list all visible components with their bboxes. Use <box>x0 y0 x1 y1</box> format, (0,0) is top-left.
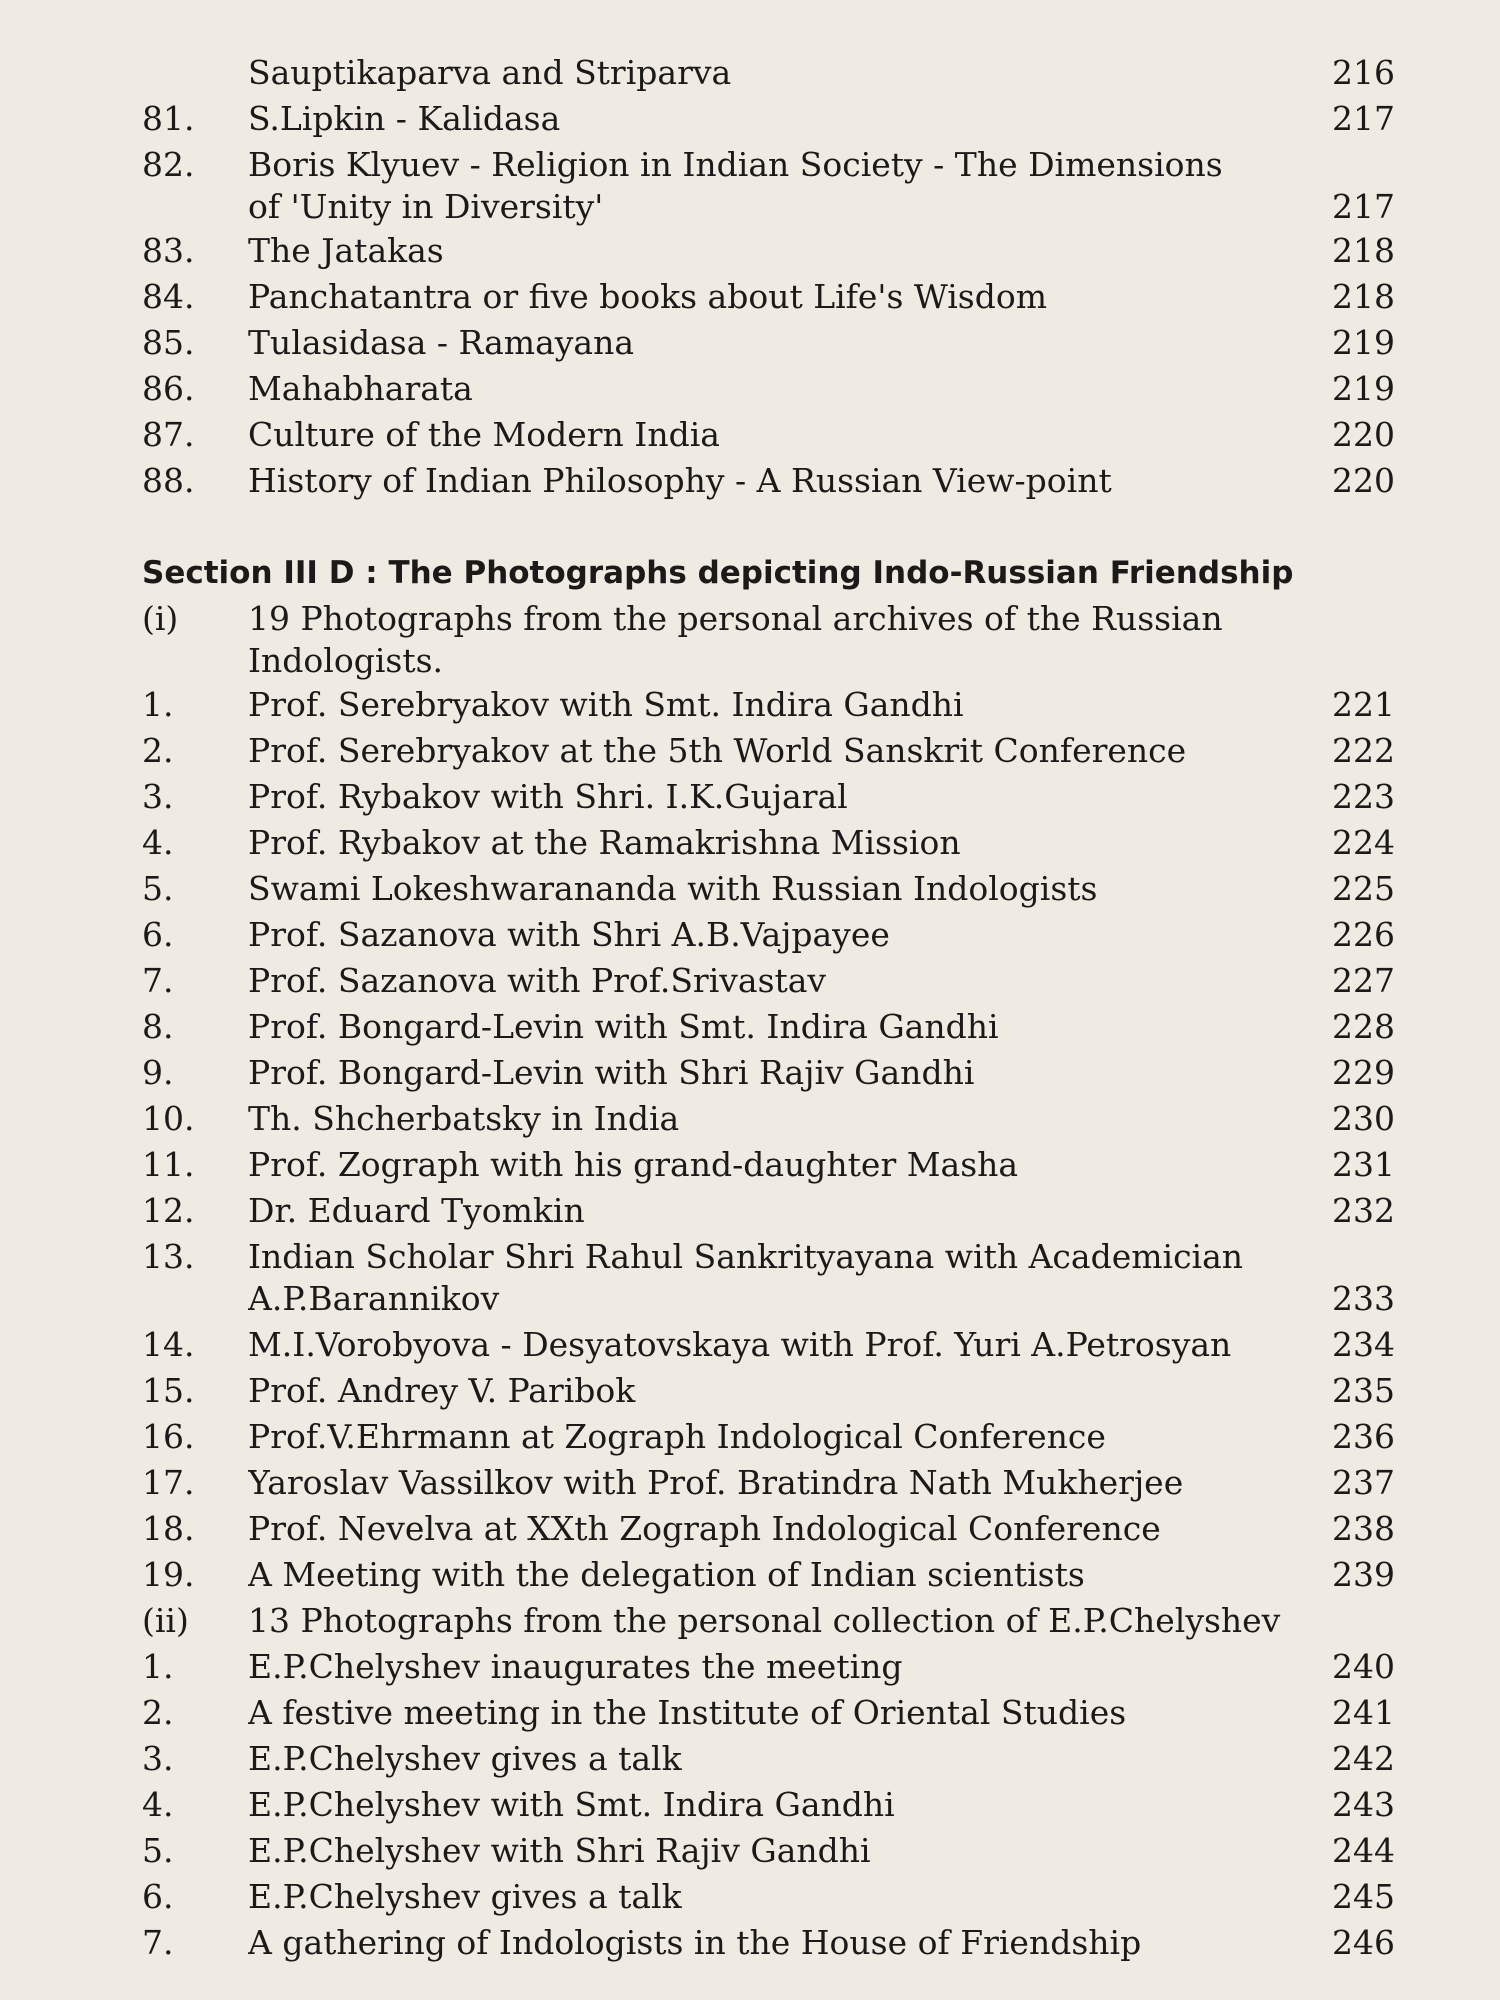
entry-page: 244 <box>1332 1831 1395 1870</box>
entry-number: 10. <box>142 1099 195 1138</box>
entry-number: 8. <box>142 1007 174 1046</box>
entry-title: A.P.Barannikov <box>248 1279 500 1318</box>
group-number: (ii) <box>142 1601 189 1640</box>
entry-page: 238 <box>1332 1509 1395 1548</box>
toc-entry <box>0 866 1500 912</box>
entry-number: 81. <box>142 99 195 138</box>
entry-title: Yaroslav Vassilkov with Prof. Bratindra Nath Mukherjee <box>248 1463 1184 1502</box>
entry-page: 217 <box>1332 99 1395 138</box>
entry-title: M.I.Vorobyova - Desyatovskaya with Prof. Yuri A.Petrosyan <box>248 1325 1232 1364</box>
entry-title: Sauptikaparva and Striparva <box>248 53 732 92</box>
toc-entry <box>0 228 1500 274</box>
entry-page: 227 <box>1332 961 1395 1000</box>
entry-number: 3. <box>142 1739 174 1778</box>
entry-page: 232 <box>1332 1191 1395 1230</box>
entry-number: 12. <box>142 1191 195 1230</box>
toc-entry <box>0 1096 1500 1142</box>
entry-title: Prof. Bongard-Levin with Shri Rajiv Gandhi <box>248 1053 975 1092</box>
toc-entry <box>0 366 1500 412</box>
entry-page: 218 <box>1332 231 1395 270</box>
entry-number: 82. <box>142 145 195 184</box>
toc-entry <box>0 820 1500 866</box>
section-heading-row <box>0 550 1500 596</box>
entry-number: 15. <box>142 1371 195 1410</box>
entry-number: 17. <box>142 1463 195 1502</box>
entry-page: 231 <box>1332 1145 1395 1184</box>
entry-page: 225 <box>1332 869 1395 908</box>
entry-title: E.P.Chelyshev gives a talk <box>248 1739 682 1778</box>
entry-page: 226 <box>1332 915 1395 954</box>
entry-title: Boris Klyuev - Religion in Indian Society - The Dimensions <box>248 145 1223 184</box>
entry-page: 223 <box>1332 777 1395 816</box>
group-heading-continued <box>0 638 1500 684</box>
entry-title: E.P.Chelyshev with Shri Rajiv Gandhi <box>248 1831 871 1870</box>
toc-entry <box>0 320 1500 366</box>
entry-number: 6. <box>142 1877 174 1916</box>
entry-number: 4. <box>142 1785 174 1824</box>
entry-number: 11. <box>142 1145 195 1184</box>
entry-number: 5. <box>142 869 174 908</box>
entry-title: Culture of the Modern India <box>248 415 720 454</box>
entry-page: 220 <box>1332 415 1395 454</box>
entry-number: 16. <box>142 1417 195 1456</box>
group-title-line1: 19 Photographs from the personal archives of the Russian <box>248 599 1223 638</box>
entry-page: 239 <box>1332 1555 1395 1594</box>
entry-title: Prof. Sazanova with Prof.Srivastav <box>248 961 827 1000</box>
entry-page: 229 <box>1332 1053 1395 1092</box>
entry-page: 218 <box>1332 277 1395 316</box>
entry-title: Prof. Zograph with his grand-daughter Masha <box>248 1145 1019 1184</box>
entry-title: A gathering of Indologists in the House of Friendship <box>248 1923 1142 1962</box>
entry-number: 85. <box>142 323 195 362</box>
entry-number: 88. <box>142 461 195 500</box>
toc-entry <box>0 958 1500 1004</box>
toc-entry <box>0 1234 1500 1280</box>
entry-number: 9. <box>142 1053 174 1092</box>
entry-page: 221 <box>1332 685 1395 724</box>
group-heading <box>0 1598 1500 1644</box>
toc-entry <box>0 1644 1500 1690</box>
toc-entry <box>0 1004 1500 1050</box>
entry-title: Prof. Sazanova with Shri A.B.Vajpayee <box>248 915 890 954</box>
toc-entry <box>0 1552 1500 1598</box>
entry-title: Mahabharata <box>248 369 473 408</box>
entry-title: Prof. Andrey V. Paribok <box>248 1371 636 1410</box>
entry-page: 237 <box>1332 1463 1395 1502</box>
entry-title: A festive meeting in the Institute of Oriental Studies <box>248 1693 1127 1732</box>
toc-entry <box>0 1920 1500 1966</box>
entry-title: The Jatakas <box>248 231 444 270</box>
entry-number: 1. <box>142 1647 174 1686</box>
toc-entry <box>0 1690 1500 1736</box>
entry-page: 219 <box>1332 323 1395 362</box>
toc-entry <box>0 50 1500 96</box>
entry-number: 14. <box>142 1325 195 1364</box>
toc-entry <box>0 1782 1500 1828</box>
toc-entry <box>0 1368 1500 1414</box>
entry-title: Prof. Rybakov with Shri. I.K.Gujaral <box>248 777 848 816</box>
toc-entry <box>0 1460 1500 1506</box>
toc-entry <box>0 682 1500 728</box>
entry-page: 236 <box>1332 1417 1395 1456</box>
entry-title: E.P.Chelyshev inaugurates the meeting <box>248 1647 903 1686</box>
entry-title: Prof. Serebryakov at the 5th World Sanskrit Conference <box>248 731 1187 770</box>
entry-page: 242 <box>1332 1739 1395 1778</box>
toc-entry <box>0 1276 1500 1322</box>
entry-page: 220 <box>1332 461 1395 500</box>
toc-entry <box>0 912 1500 958</box>
entry-number: 7. <box>142 1923 174 1962</box>
toc-entry <box>0 274 1500 320</box>
entry-title: S.Lipkin - Kalidasa <box>248 99 561 138</box>
entry-page: 219 <box>1332 369 1395 408</box>
entry-title: Indian Scholar Shri Rahul Sankrityayana with Academician <box>248 1237 1244 1276</box>
entry-page: 230 <box>1332 1099 1395 1138</box>
toc-entry <box>0 774 1500 820</box>
toc-entry <box>0 1188 1500 1234</box>
entry-number: 2. <box>142 1693 174 1732</box>
entry-title: Prof. Nevelva at XXth Zograph Indological Conference <box>248 1509 1161 1548</box>
entry-page: 222 <box>1332 731 1395 770</box>
entry-title: Prof. Bongard-Levin with Smt. Indira Gandhi <box>248 1007 999 1046</box>
entry-number: 86. <box>142 369 195 408</box>
toc-entry <box>0 1322 1500 1368</box>
entry-page: 234 <box>1332 1325 1395 1364</box>
toc-entry <box>0 412 1500 458</box>
section-heading: Section III D : The Photographs depicting Indo-Russian Friendship <box>142 555 1294 591</box>
entry-title: E.P.Chelyshev with Smt. Indira Gandhi <box>248 1785 895 1824</box>
toc-entry <box>0 1142 1500 1188</box>
toc-entry <box>0 458 1500 504</box>
entry-page: 233 <box>1332 1279 1395 1318</box>
entry-title: Prof.V.Ehrmann at Zograph Indological Conference <box>248 1417 1106 1456</box>
entry-title: Dr. Eduard Tyomkin <box>248 1191 585 1230</box>
entry-number: 84. <box>142 277 195 316</box>
entry-number: 7. <box>142 961 174 1000</box>
group-heading <box>0 596 1500 642</box>
entry-page: 216 <box>1332 53 1395 92</box>
entry-number: 19. <box>142 1555 195 1594</box>
entry-page: 224 <box>1332 823 1395 862</box>
entry-title: E.P.Chelyshev gives a talk <box>248 1877 682 1916</box>
group-title: 13 Photographs from the personal collection of E.P.Chelyshev <box>248 1601 1281 1640</box>
entry-number: 18. <box>142 1509 195 1548</box>
entry-title: Prof. Serebryakov with Smt. Indira Gandhi <box>248 685 964 724</box>
group-title-line2: Indologists. <box>248 641 444 680</box>
entry-page: 245 <box>1332 1877 1395 1916</box>
entry-page: 243 <box>1332 1785 1395 1824</box>
entry-page: 246 <box>1332 1923 1395 1962</box>
toc-entry <box>0 96 1500 142</box>
entry-page: 235 <box>1332 1371 1395 1410</box>
entry-page: 240 <box>1332 1647 1395 1686</box>
entry-number: 6. <box>142 915 174 954</box>
entry-number: 2. <box>142 731 174 770</box>
entry-number: 83. <box>142 231 195 270</box>
toc-entry <box>0 142 1500 188</box>
toc-entry <box>0 1736 1500 1782</box>
entry-number: 87. <box>142 415 195 454</box>
entry-title: of 'Unity in Diversity' <box>248 187 604 226</box>
group-number: (i) <box>142 599 179 638</box>
entry-title: Panchatantra or five books about Life's Wisdom <box>248 277 1048 316</box>
entry-title: Tulasidasa - Ramayana <box>248 323 635 362</box>
entry-page: 217 <box>1332 187 1395 226</box>
entry-number: 3. <box>142 777 174 816</box>
toc-entry <box>0 728 1500 774</box>
entry-title: Prof. Rybakov at the Ramakrishna Mission <box>248 823 961 862</box>
entry-title: A Meeting with the delegation of Indian scientists <box>248 1555 1085 1594</box>
toc-entry <box>0 184 1500 230</box>
toc-entry <box>0 1874 1500 1920</box>
entry-number: 5. <box>142 1831 174 1870</box>
toc-entry <box>0 1506 1500 1552</box>
toc-entry <box>0 1414 1500 1460</box>
toc-entry <box>0 1050 1500 1096</box>
entry-page: 228 <box>1332 1007 1395 1046</box>
entry-page: 241 <box>1332 1693 1395 1732</box>
entry-number: 4. <box>142 823 174 862</box>
entry-title: History of Indian Philosophy - A Russian View-point <box>248 461 1112 500</box>
entry-number: 13. <box>142 1237 195 1276</box>
entry-title: Swami Lokeshwarananda with Russian Indologists <box>248 869 1098 908</box>
entry-number: 1. <box>142 685 174 724</box>
toc-entry <box>0 1828 1500 1874</box>
entry-title: Th. Shcherbatsky in India <box>248 1099 680 1138</box>
